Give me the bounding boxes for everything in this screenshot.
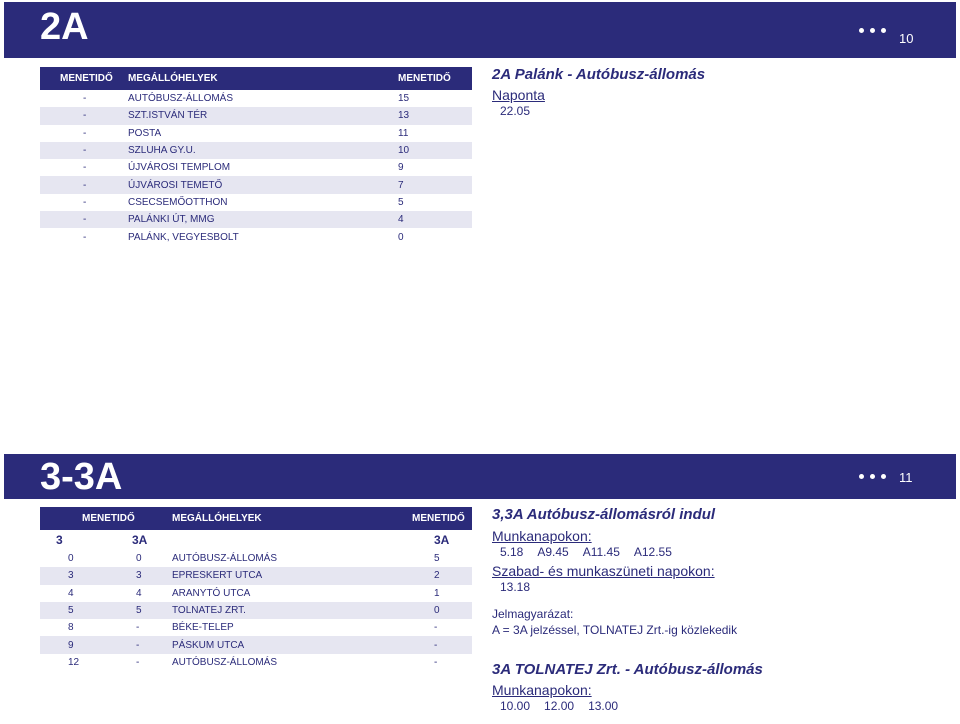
- travel-time-cell: 4: [68, 587, 74, 599]
- travel-time-cell: -: [83, 162, 87, 174]
- travel-time-cell: 1: [434, 587, 440, 599]
- travel-time-cell: 4: [136, 587, 142, 599]
- travel-time-cell: 5: [106, 602, 172, 619]
- stop-name-cell: POSTA: [128, 127, 162, 139]
- daily-label: Naponta: [492, 87, 545, 103]
- travel-time-cell: 2: [408, 567, 472, 584]
- route-variant-row: [40, 530, 472, 550]
- route-3-3a-number: 3-3A: [40, 456, 123, 498]
- daily-times: [492, 104, 705, 118]
- route-3-3a-title: 3,3A Autóbusz-állomásról indul: [492, 506, 716, 523]
- travel-time-cell: 12: [68, 656, 80, 668]
- legend-text: A = 3A jelzéssel, TOLNATEJ Zrt.-ig közlekedik: [492, 623, 738, 637]
- column-header-travel-time: MENETIDŐ: [408, 507, 472, 530]
- stop-name-cell: TOLNATEJ ZRT.: [172, 602, 408, 619]
- travel-time-cell: 5: [398, 196, 404, 208]
- travel-time-cell: 15: [398, 93, 410, 105]
- travel-time-cell: 0: [136, 553, 142, 565]
- travel-time-cell: 5: [434, 553, 440, 565]
- route-3a-return-title: 3A TOLNATEJ Zrt. - Autóbusz-állomás: [492, 661, 763, 678]
- table-row: [40, 550, 472, 567]
- weekday-times: [492, 545, 763, 559]
- departure-time: A11.45: [582, 545, 620, 559]
- travel-time-cell: 8: [68, 622, 74, 634]
- travel-time-cell: 9: [40, 636, 106, 653]
- stop-name-cell: SZLUHA GY.U.: [128, 142, 398, 159]
- stop-name-cell: SZT.ISTVÁN TÉR: [128, 107, 398, 124]
- table-row: [40, 619, 472, 636]
- column-header-travel-time: MENETIDŐ: [40, 507, 172, 530]
- table-row: [40, 228, 472, 245]
- travel-time-cell: -: [83, 196, 87, 208]
- page-number: 10: [899, 31, 914, 46]
- departure-time: 5.18: [500, 545, 524, 559]
- travel-time-cell: 3: [40, 567, 106, 584]
- stop-name-cell: BÉKE-TELEP: [172, 622, 234, 634]
- travel-time-cell: 11: [398, 127, 409, 139]
- weekday-label: Munkanapokon:: [492, 528, 592, 544]
- travel-time-cell: -: [434, 656, 438, 668]
- travel-time-cell: 0: [408, 602, 472, 619]
- weekday-times: [492, 699, 763, 713]
- travel-time-cell: 9: [398, 162, 404, 174]
- stop-name-cell: CSECSEMŐOTTHON: [128, 196, 228, 208]
- travel-time-cell: -: [83, 93, 87, 105]
- holiday-label: Szabad- és munkaszüneti napokon:: [492, 563, 715, 579]
- travel-time-cell: 10: [398, 142, 472, 159]
- travel-time-cell: -: [106, 636, 172, 653]
- travel-time-cell: 7: [398, 176, 472, 193]
- ellipsis-icon: [859, 2, 886, 58]
- table-row: [40, 636, 472, 653]
- departure-time: 13.18: [500, 580, 531, 594]
- legend-label: Jelmagyarázat:: [492, 607, 574, 621]
- table-row: [40, 654, 472, 671]
- weekday-label: Munkanapokon:: [492, 682, 592, 698]
- route-2a-timetable: [492, 66, 705, 118]
- table-row: [40, 107, 472, 124]
- route-2a-stop-table: [40, 67, 472, 246]
- travel-time-cell: 5: [40, 602, 106, 619]
- travel-time-cell: 0: [68, 553, 74, 565]
- route-2a-header: [4, 2, 956, 58]
- travel-time-cell: 0: [398, 231, 404, 243]
- stop-name-cell: ARANYTÓ UTCA: [172, 587, 251, 599]
- stop-name-cell: PÁSKUM UTCA: [172, 636, 408, 653]
- table-row: [40, 211, 472, 228]
- travel-time-cell: 13: [398, 107, 472, 124]
- table-row: [40, 602, 472, 619]
- table-row: [40, 90, 472, 107]
- route-3-3a-header: [4, 454, 956, 499]
- table-row: [40, 585, 472, 602]
- variant-label: 3A: [106, 530, 172, 550]
- variant-label: 3A: [408, 530, 472, 550]
- travel-time-cell: 4: [398, 211, 472, 228]
- table-row: [40, 194, 472, 211]
- travel-time-cell: -: [40, 176, 128, 193]
- column-header-travel-time: MENETIDŐ: [398, 67, 472, 90]
- column-header-stops: MEGÁLLÓHELYEK: [172, 507, 408, 530]
- departure-time: 10.00: [500, 699, 531, 713]
- travel-time-cell: -: [136, 622, 140, 634]
- travel-time-cell: -: [408, 636, 472, 653]
- stop-name-cell: AUTÓBUSZ-ÁLLOMÁS: [172, 656, 278, 668]
- holiday-times: [492, 580, 763, 594]
- route-3-3a-timetable: [492, 506, 763, 713]
- page-number: 11: [899, 470, 913, 485]
- variant-label: 3: [40, 530, 106, 550]
- table-row: [40, 176, 472, 193]
- travel-time-cell: -: [40, 142, 128, 159]
- departure-time: 13.00: [588, 699, 619, 713]
- departure-time: 22.05: [500, 104, 531, 118]
- route-2a-number: 2A: [40, 6, 89, 48]
- table-row: [40, 159, 472, 176]
- stop-name-cell: EPRESKERT UTCA: [172, 567, 408, 584]
- departure-time: A12.55: [633, 545, 672, 559]
- travel-time-cell: -: [40, 211, 128, 228]
- table-row: [40, 125, 472, 142]
- route-3-3a-stop-table: [40, 507, 472, 671]
- column-header-stops: MEGÁLLÓHELYEK: [128, 67, 398, 90]
- departure-time: 12.00: [544, 699, 575, 713]
- travel-time-cell: -: [83, 231, 87, 243]
- stop-name-cell: AUTÓBUSZ-ÁLLOMÁS: [172, 553, 278, 565]
- travel-time-cell: -: [83, 127, 87, 139]
- stop-name-cell: PALÁNK, VEGYESBOLT: [128, 231, 239, 243]
- stop-name-cell: PALÁNKI ÚT, MMG: [128, 211, 398, 228]
- travel-time-cell: -: [40, 107, 128, 124]
- ellipsis-icon: [859, 454, 886, 499]
- stop-name-cell: ÚJVÁROSI TEMPLOM: [128, 162, 231, 174]
- table-row: [40, 142, 472, 159]
- travel-time-cell: -: [434, 622, 438, 634]
- travel-time-cell: 3: [106, 567, 172, 584]
- table-row: [40, 567, 472, 584]
- travel-time-cell: -: [136, 656, 140, 668]
- route-2a-title: 2A Palánk - Autóbusz-állomás: [492, 66, 706, 83]
- column-header-travel-time: MENETIDŐ: [40, 67, 128, 90]
- stop-name-cell: ÚJVÁROSI TEMETŐ: [128, 176, 398, 193]
- stop-name-cell: AUTÓBUSZ-ÁLLOMÁS: [128, 93, 234, 105]
- departure-time: A9.45: [537, 545, 569, 559]
